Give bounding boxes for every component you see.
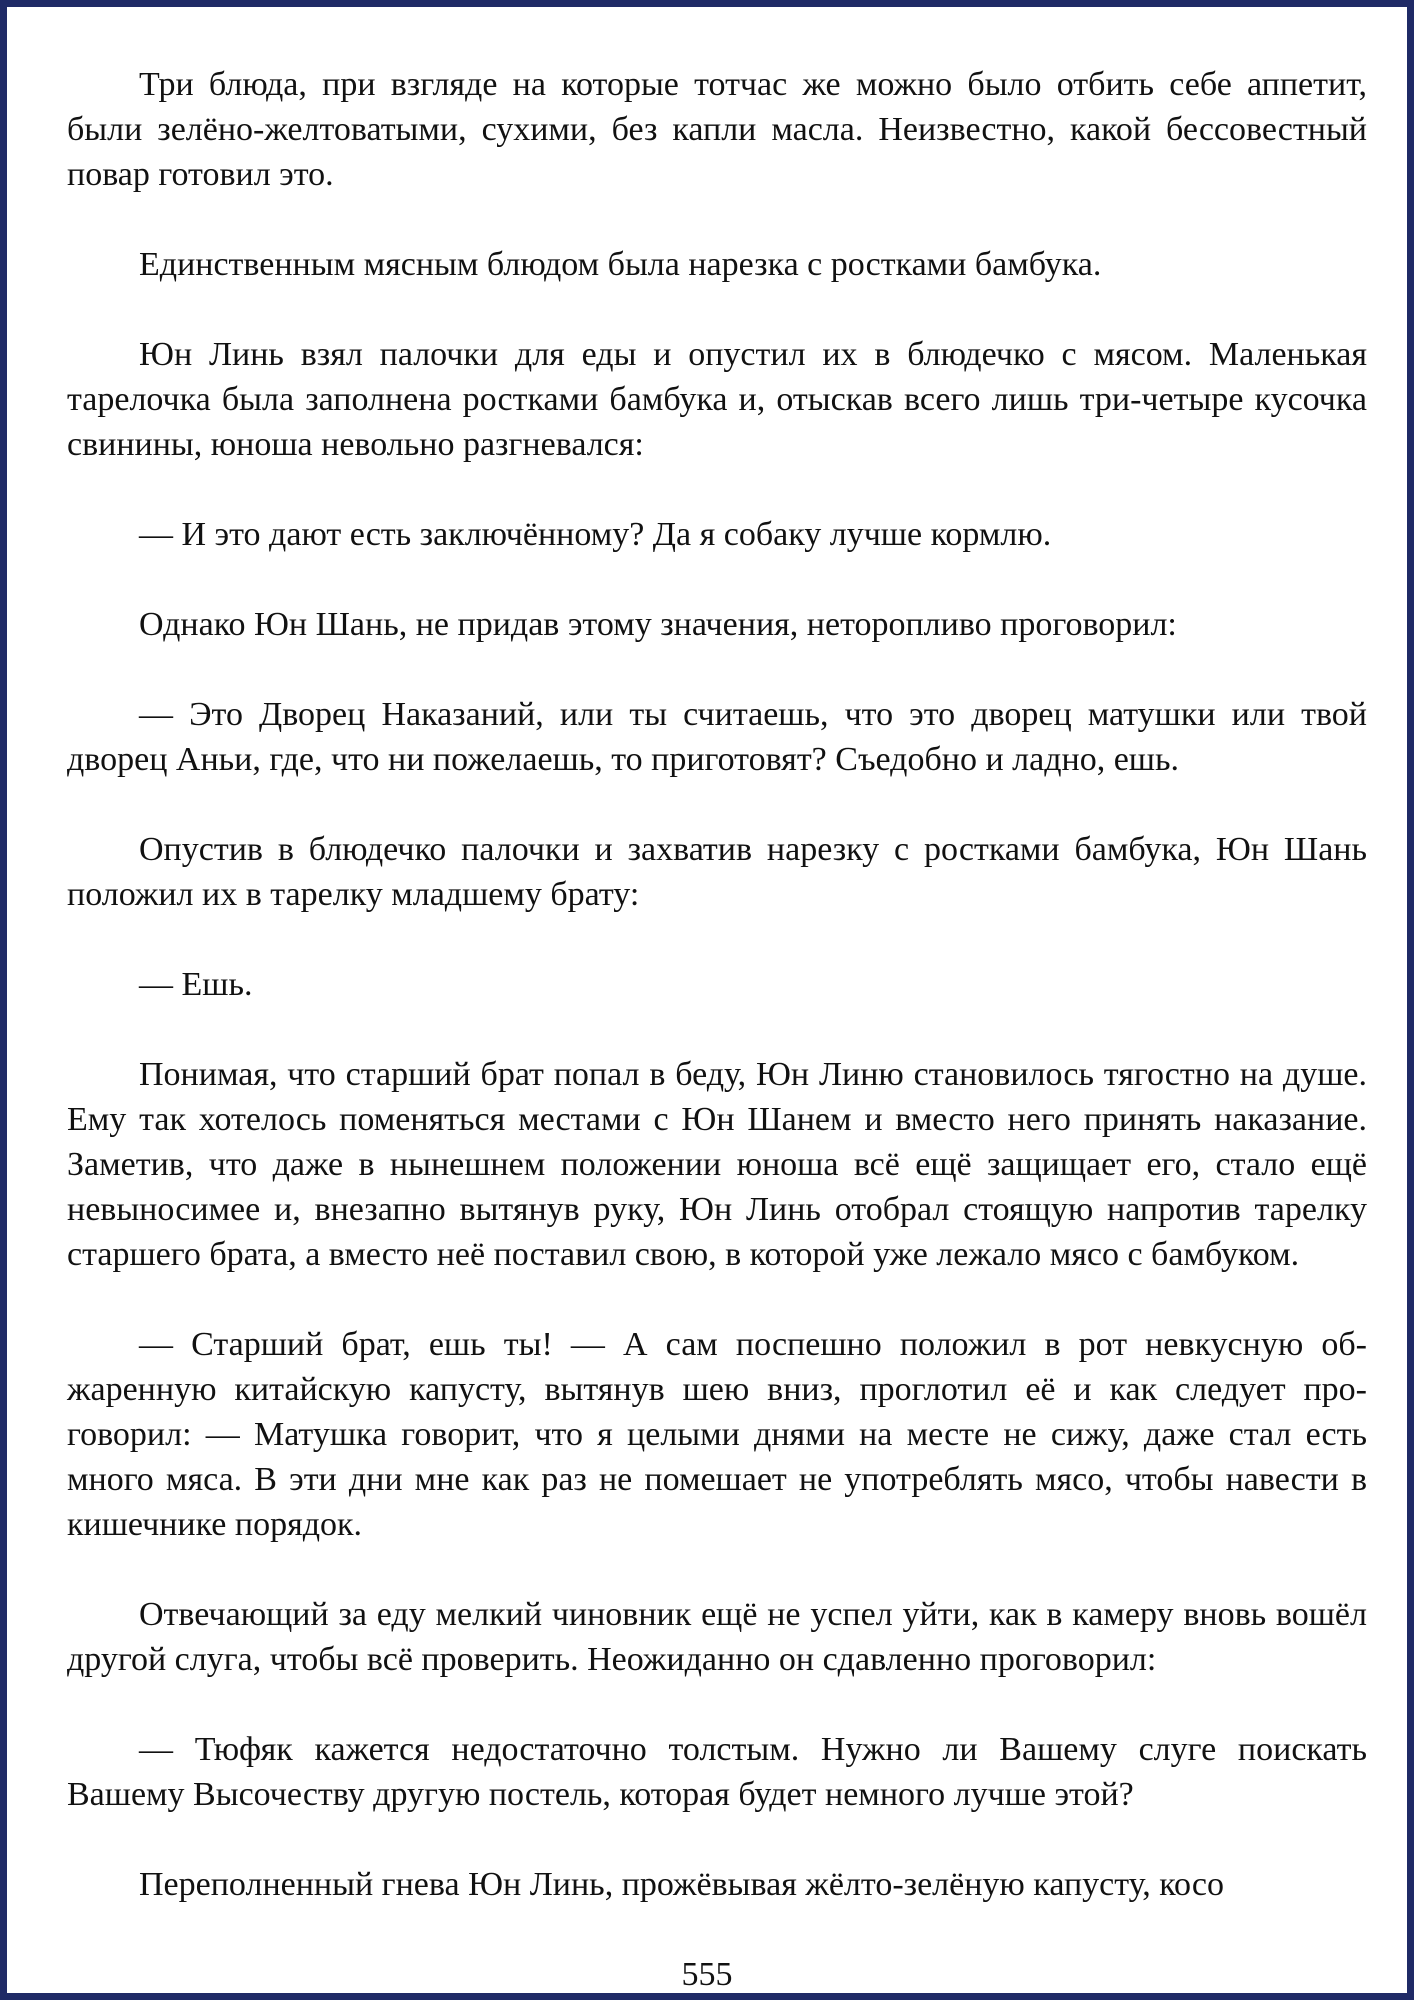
paragraph-7: Опустив в блюдечко палочки и захватив нарезку с ростками бамбука, Юн Шань положил их в тарелку младшему брату:: [67, 831, 1367, 913]
paragraph-4: — И это дают есть заключённому? Да я собаку лучше кормлю.: [139, 516, 1052, 553]
paragraph-1: Три блюда, при взгляде на которые тотчас же можно было отбить себе аппетит, были зелёно-желтоватыми, сухими, без капли масла. Неизвестно, какой бессовестный повар готовил это.: [67, 66, 1367, 193]
paragraph-2: Единственным мясным блюдом была нарезка с ростками бамбука.: [139, 246, 1102, 283]
paragraph-13: Переполненный гнева Юн Линь, прожёвывая жёлто-зелёную капусту, косо: [139, 1866, 1224, 1903]
paragraph-3: Юн Линь взял палочки для еды и опустил их в блюдечко с мясом. Маленькая тарелочка была заполнена ростками бамбука и, отыскав всего лишь три-четыре кусочка свинины, юноша невольно разгневался:: [67, 336, 1367, 463]
paragraph-10: — Старший брат, ешь ты! — А сам поспешно положил в рот невкусную обжаренную китайскую капусту, вытянув шею вниз, проглотил её и как следует проговорил: — Матушка говорит, что я целыми днями на месте не сижу, даже стал есть много мяса. В эти дни мне как раз не помешает не употреблять мясо, чтобы навести в кишечнике порядок.: [67, 1326, 1367, 1543]
paragraph-9: Понимая, что старший брат попал в беду, Юн Линю становилось тягостно на душе. Ему так хотелось поменяться местами с Юн Шанем и вместо него принять наказание. Заметив, что даже в нынешнем положении юноша всё ещё защищает его, стало ещё невыносимее и, внезапно вытянув руку, Юн Линь отобрал стоящую напротив тарелку старшего брата, а вместо неё поставил свою, в которой уже лежало мясо с бамбуком.: [67, 1056, 1367, 1273]
paragraph-8: — Ешь.: [139, 966, 253, 1003]
page-text: [67, 62, 1367, 1907]
paragraph-11: Отвечающий за еду мелкий чиновник ещё не успел уйти, как в камеру вновь вошёл другой слуга, чтобы всё проверить. Неожиданно он сдавленно проговорил:: [67, 1596, 1367, 1678]
page-number: 555: [681, 1956, 733, 1993]
paragraph-5: Однако Юн Шань, не придав этому значения, неторопливо проговорил:: [139, 606, 1177, 643]
paragraph-12: — Тюфяк кажется недостаточно толстым. Нужно ли Вашему слуге поискать Вашему Высочеству другую постель, которая будет немного лучше этой?: [67, 1731, 1367, 1813]
paragraph-6: — Это Дворец Наказаний, или ты считаешь, что это дворец матушки или твой дворец Аньи, где, что ни пожелаешь, то приготовят? Съедобно и ладно, ешь.: [67, 696, 1367, 778]
